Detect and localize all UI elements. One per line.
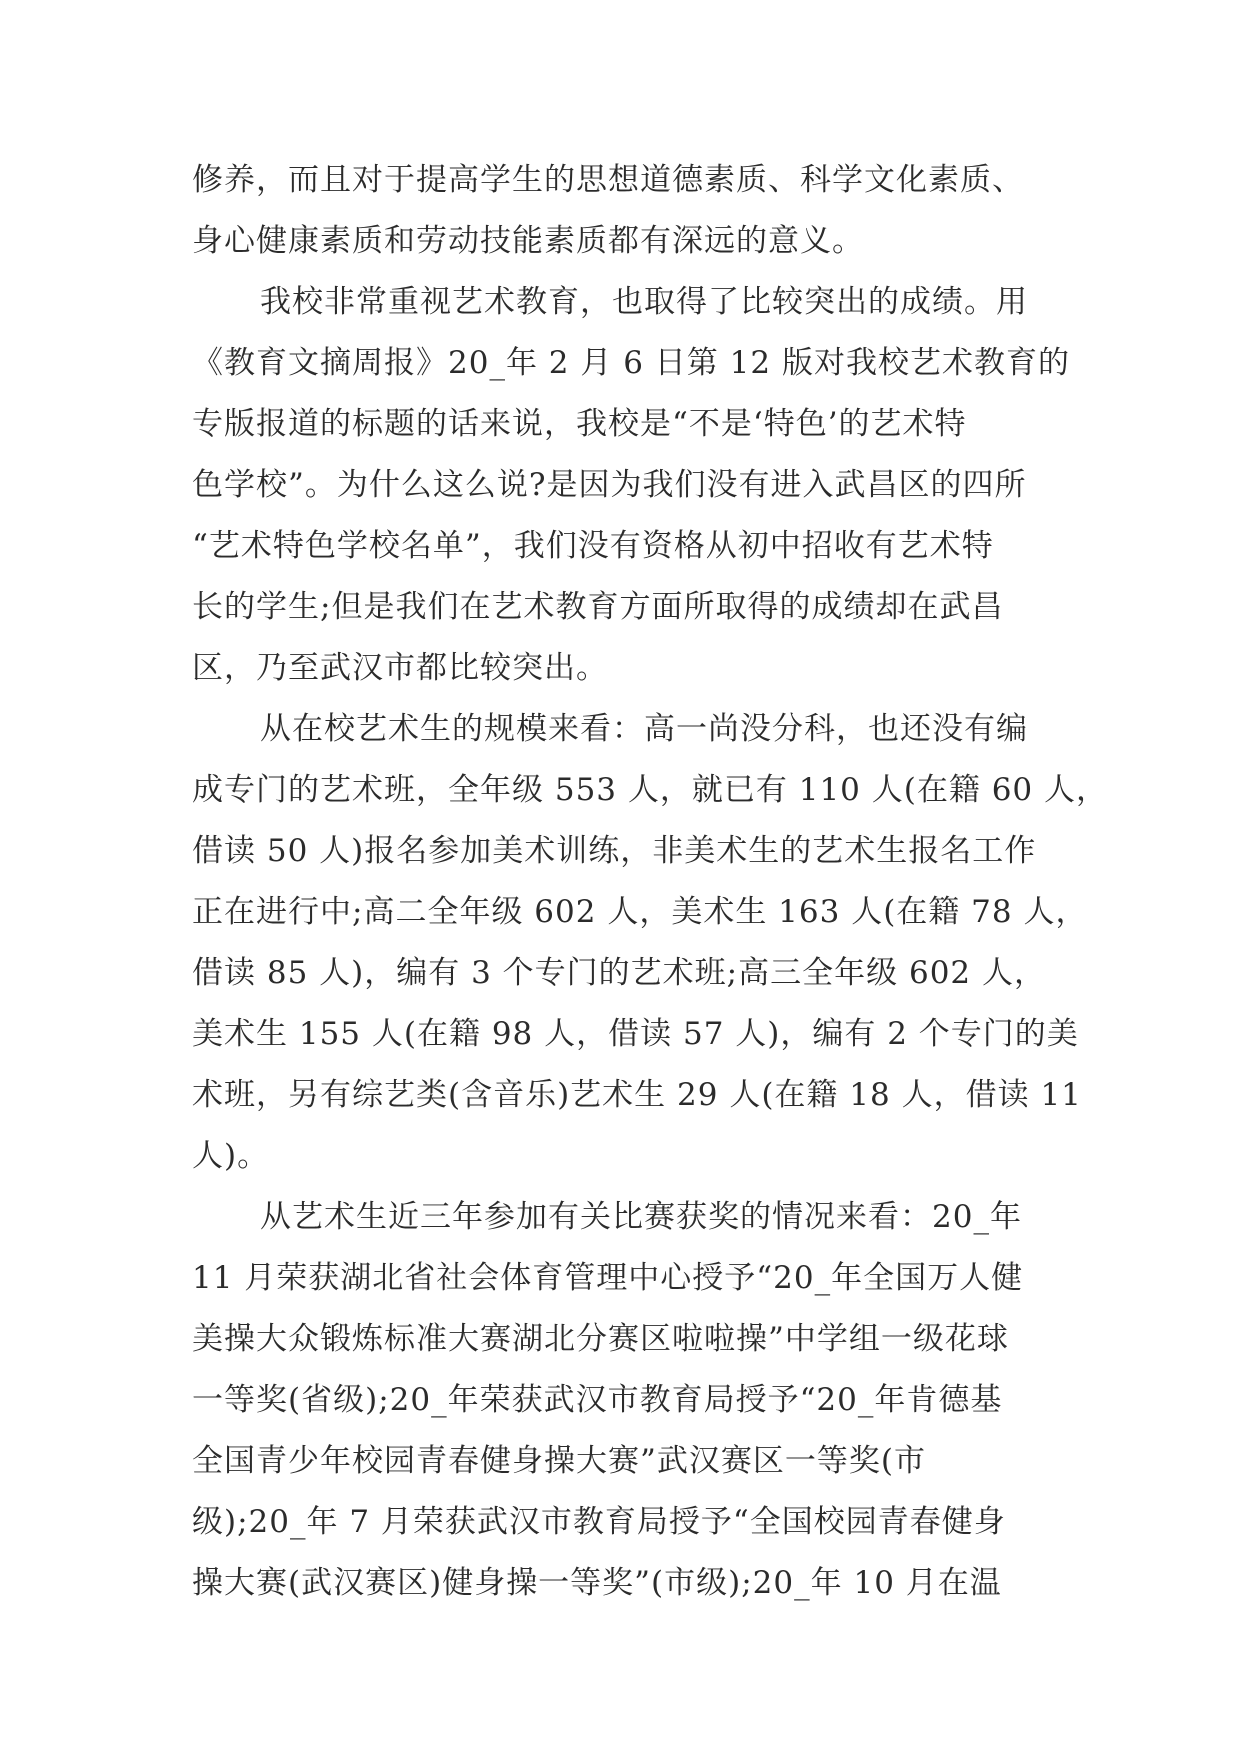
text-line: 11 月荣获湖北省社会体育管理中心授予“20_年全国万人健 — [192, 1260, 1024, 1296]
text-line: 区，乃至武汉市都比较突出。 — [192, 650, 608, 686]
text-line: 一等奖(省级);20_年荣获武汉市教育局授予“20_年肯德基 — [192, 1382, 1003, 1418]
text-line: 全国青少年校园青春健身操大赛”武汉赛区一等奖(市 — [192, 1443, 926, 1479]
paragraph-first-line: 从在校艺术生的规模来看：高一尚没分科，也还没有编 — [260, 711, 1028, 747]
text-line: 专版报道的标题的话来说，我校是“不是‘特色’的艺术特 — [192, 406, 967, 442]
text-line: 级);20_年 7 月荣获武汉市教育局授予“全国校园青春健身 — [192, 1504, 1006, 1540]
body-text — [192, 150, 1112, 1614]
text-line: 《教育文摘周报》20_年 2 月 6 日第 12 版对我校艺术教育的 — [192, 345, 1070, 381]
text-line: 身心健康素质和劳动技能素质都有深远的意义。 — [192, 223, 864, 259]
text-line: 长的学生;但是我们在艺术教育方面所取得的成绩却在武昌 — [192, 589, 1004, 625]
text-line: 借读 50 人)报名参加美术训练，非美术生的艺术生报名工作 — [192, 833, 1037, 869]
text-line: 人)。 — [192, 1138, 270, 1174]
text-line: 色学校”。为什么这么说?是因为我们没有进入武昌区的四所 — [192, 467, 1027, 503]
text-line: 美操大众锻炼标准大赛湖北分赛区啦啦操”中学组一级花球 — [192, 1321, 1009, 1357]
text-line: 借读 85 人)，编有 3 个专门的艺术班;高三全年级 602 人， — [192, 955, 1046, 991]
text-line: 正在进行中;高二全年级 602 人，美术生 163 人(在籍 78 人， — [192, 894, 1088, 930]
text-line: “艺术特色学校名单”，我们没有资格从初中招收有艺术特 — [192, 528, 994, 564]
text-line: 术班，另有综艺类(含音乐)艺术生 29 人(在籍 18 人，借读 11 — [192, 1077, 1082, 1113]
text-line: 修养，而且对于提高学生的思想道德素质、科学文化素质、 — [192, 162, 1024, 198]
text-line: 操大赛(武汉赛区)健身操一等奖”(市级);20_年 10 月在温 — [192, 1565, 1002, 1601]
paragraph-first-line: 从艺术生近三年参加有关比赛获奖的情况来看：20_年 — [260, 1199, 1022, 1235]
text-line: 美术生 155 人(在籍 98 人，借读 57 人)，编有 2 个专门的美 — [192, 1016, 1079, 1052]
text-line: 成专门的艺术班，全年级 553 人，就已有 110 人(在籍 60 人， — [192, 772, 1109, 808]
paragraph-first-line: 我校非常重视艺术教育，也取得了比较突出的成绩。用 — [260, 284, 1028, 320]
